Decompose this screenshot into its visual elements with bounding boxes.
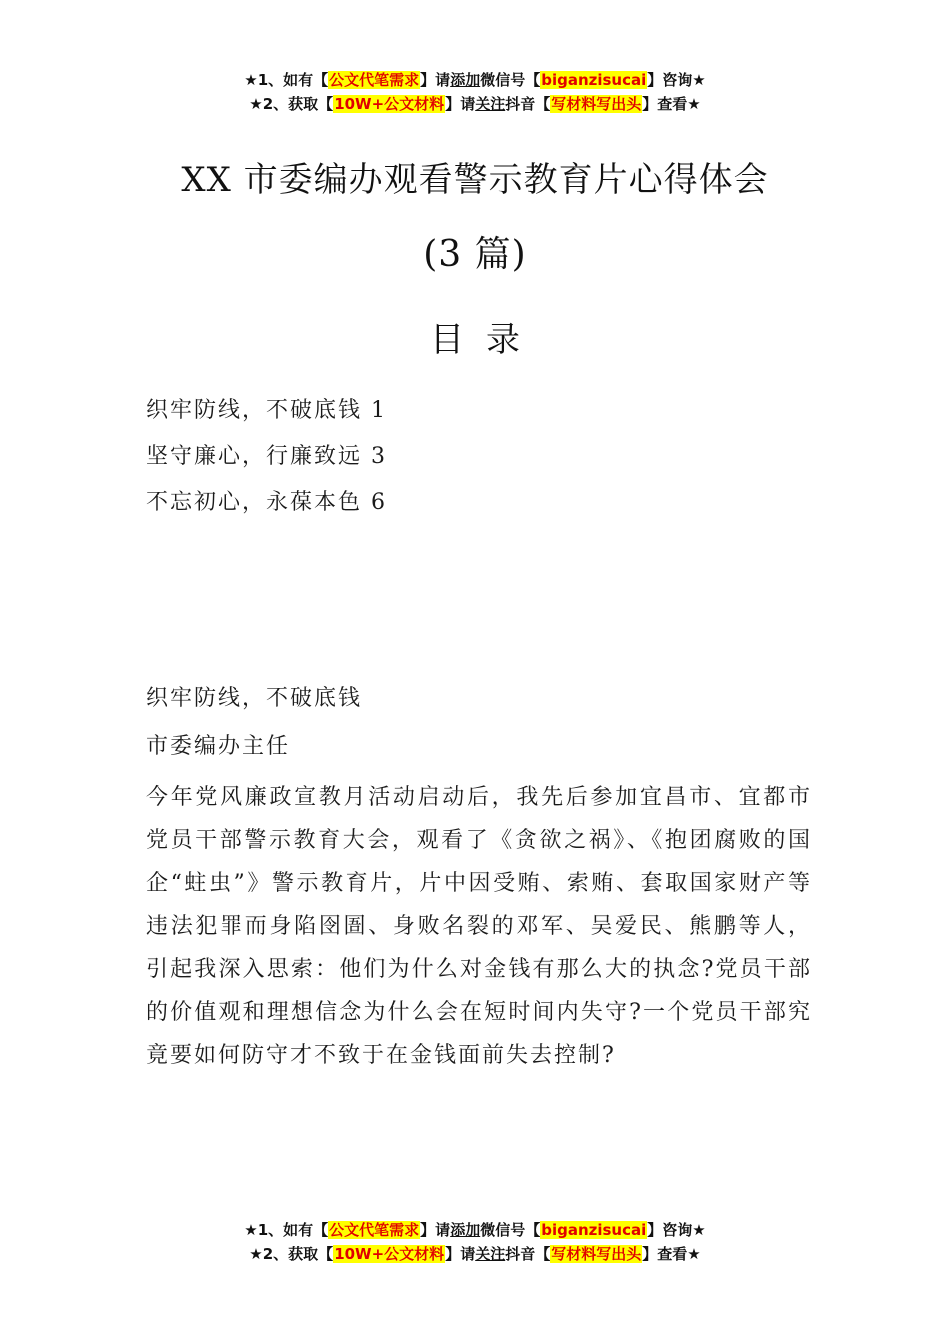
banner-line-1: ★1、如有【公文代笔需求】请添加微信号【biganzisucai】咨询★ <box>244 1221 706 1239</box>
service-highlight: 公文代笔需求 <box>329 71 420 89</box>
banner-line-1: ★1、如有【公文代笔需求】请添加微信号【biganzisucai】咨询★ <box>244 71 706 89</box>
wechat-id: biganzisucai <box>541 71 647 89</box>
wechat-id: biganzisucai <box>541 1221 647 1239</box>
article-heading: 织牢防线，不破底钱 <box>146 686 363 711</box>
footer-banner <box>0 1218 950 1266</box>
article-body: 今年党风廉政宣教月活动启动后，我先后参加宜昌市、宜都市党员干部警示教育大会，观看了《贪欲之祸》、《抱团腐败的国企“蛀虫”》警示教育片，片中因受贿、索贿、套取国家财产等违法犯罪而身陷囹圄、身败名裂的邓军、吴爱民、熊鹏等人，引起我深入思索：他们为什么对金钱有那么大的执念?党员干部的价值观和理想信念为什么会在短时间内失守?一个党员干部究竟要如何防守才不致于在金钱面前失去控制? <box>146 785 812 1068</box>
douyin-account: 写材料写出头 <box>551 1245 642 1263</box>
toc-item[interactable]: 坚守廉心，行廉致远 3 <box>146 444 387 469</box>
document-title: XX 市委编办观看警示教育片心得体会 <box>181 160 769 200</box>
service-highlight: 公文代笔需求 <box>329 1221 420 1239</box>
document-subtitle: (3 篇) <box>423 234 527 275</box>
materials-highlight: 10W+公文材料 <box>334 1245 445 1263</box>
header-banner <box>0 68 950 116</box>
douyin-account: 写材料写出头 <box>551 95 642 113</box>
banner-line-2: ★2、获取【10W+公文材料】请关注抖音【写材料写出头】查看★ <box>249 95 701 113</box>
toc-heading: 目录 <box>430 320 542 360</box>
article <box>146 680 812 1077</box>
materials-highlight: 10W+公文材料 <box>334 95 445 113</box>
banner-line-2: ★2、获取【10W+公文材料】请关注抖音【写材料写出头】查看★ <box>249 1245 701 1263</box>
table-of-contents <box>146 392 806 530</box>
toc-item[interactable]: 不忘初心，永葆本色 6 <box>146 490 387 515</box>
toc-item[interactable]: 织牢防线，不破底钱 1 <box>146 398 387 423</box>
article-author: 市委编办主任 <box>146 734 291 759</box>
